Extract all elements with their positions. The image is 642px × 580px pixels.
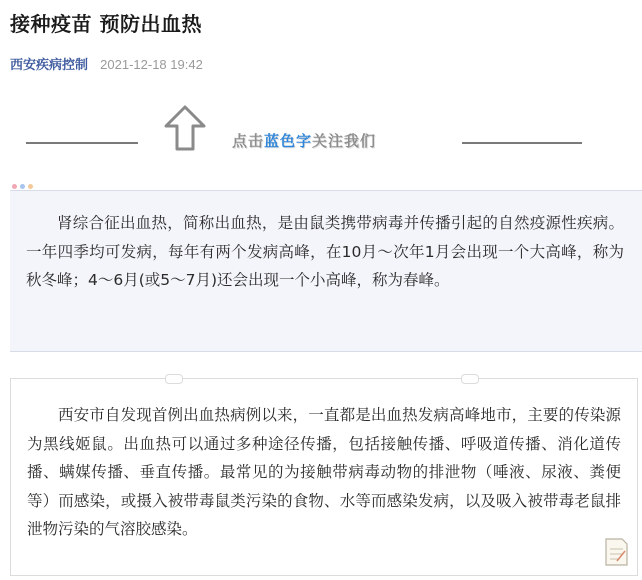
decor-dot <box>28 184 33 189</box>
follow-text-before: 点击 <box>232 132 265 150</box>
decor-dot <box>20 184 25 189</box>
account-name-link[interactable]: 西安疾病控制 <box>10 58 89 73</box>
divider-left <box>26 142 138 144</box>
up-arrow-icon <box>160 104 210 152</box>
follow-text-highlight: 蓝色字 <box>264 132 313 150</box>
transmission-card <box>10 378 638 576</box>
paragraph-transmission: 西安市自发现首例出血热病例以来，一直都是出血热发病高峰地市，主要的传染源为黑线姬鼠。出血热可以通过多种途径传播，包括接触传播、呼吸道传播、消化道传播、螨媒传播、垂直传播。最常见的为接触带病毒动物的排泄物（唾液、尿液、粪便等）而感染，或摄入被带毒鼠类污染的食物、水等而感染发病，以及吸入被带毒老鼠排泄物污染的气溶胶感染。 <box>27 406 621 538</box>
follow-text-after: 关注我们 <box>312 132 377 150</box>
article-meta <box>10 54 203 73</box>
intro-card <box>10 190 642 352</box>
card-tab-right <box>461 374 479 384</box>
note-paper-icon <box>603 537 629 567</box>
card-tab-left <box>165 374 183 384</box>
divider-right <box>462 142 582 144</box>
follow-banner[interactable] <box>0 100 642 160</box>
decor-dots <box>12 184 33 189</box>
publish-time: 2021-12-18 19:42 <box>100 57 203 72</box>
follow-us-text[interactable] <box>232 130 376 151</box>
paragraph-intro: 肾综合征出血热，简称出血热，是由鼠类携带病毒并传播引起的自然疫源性疾病。一年四季均可发病，每年有两个发病高峰，在10月～次年1月会出现一个大高峰，称为秋冬峰；4～6月(或5～7月)还会出现一个小高峰，称为春峰。 <box>26 214 624 289</box>
decor-dot <box>12 184 17 189</box>
article-title: 接种疫苗 预防出血热 <box>10 12 202 36</box>
